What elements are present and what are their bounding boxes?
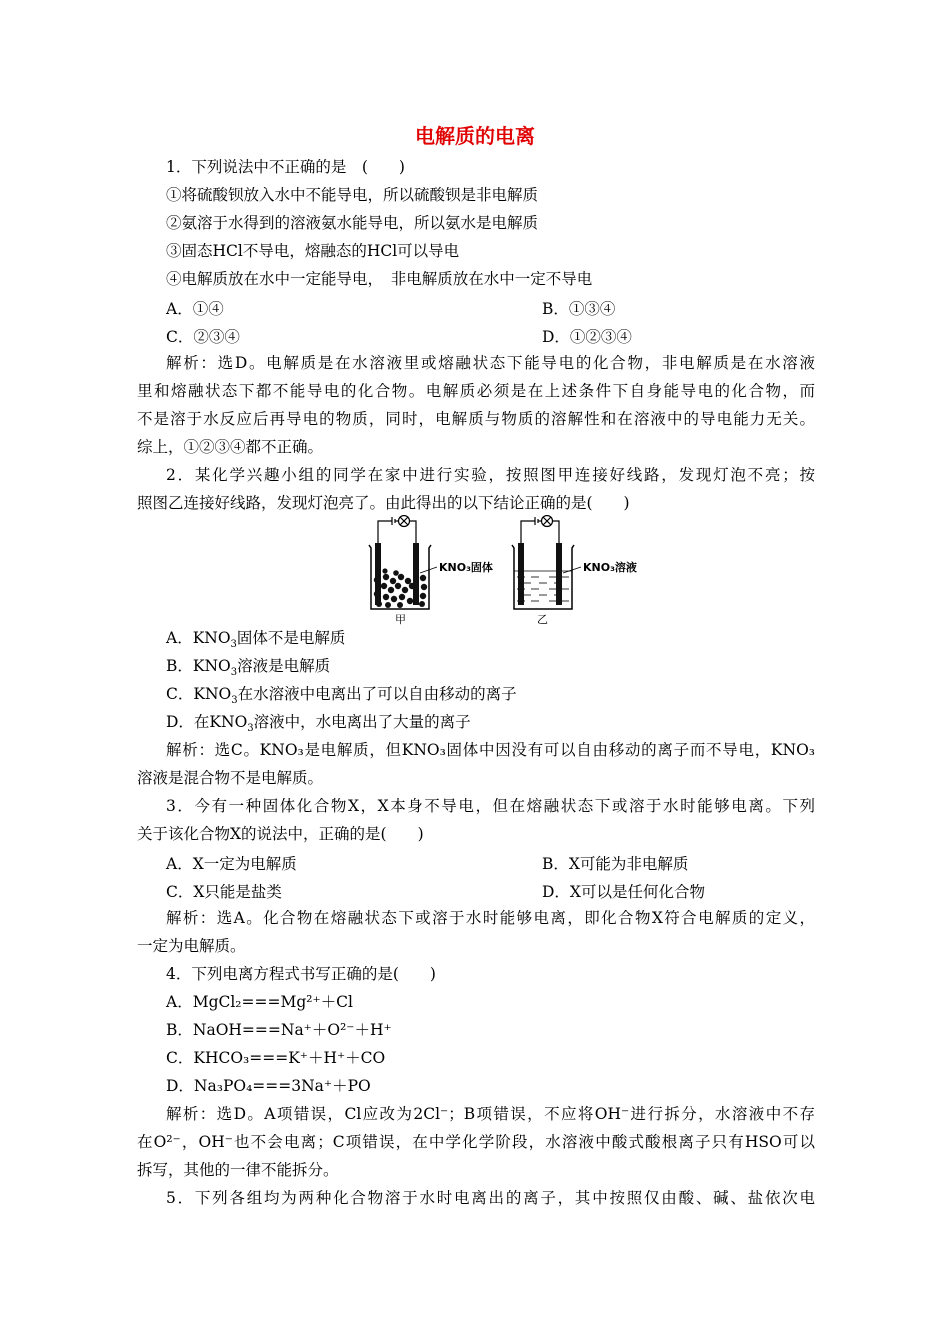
q4-explanation-1: 解析：选D。A项错误，Cl应改为2Cl⁻；B项错误，不应将OH⁻进行拆分，水溶液中不存 bbox=[166, 1105, 815, 1123]
q3-explanation-1: 解析：选A。化合物在熔融状态下或溶于水时能够电离，即化合物X符合电解质的定义， bbox=[166, 909, 815, 927]
page-title: 电解质的电离 bbox=[415, 124, 535, 148]
q1-statement-2: ②氨溶于水得到的溶液氨水能导电，所以氨水是电解质 bbox=[166, 214, 539, 232]
q1-option-b: B．①③④ bbox=[542, 300, 616, 318]
q1-statement-1: ①将硫酸钡放入水中不能导电，所以硫酸钡是非电解质 bbox=[166, 186, 539, 204]
bulb-circuit-right bbox=[521, 516, 559, 544]
beaker-left bbox=[369, 543, 437, 609]
q3-option-a: A．X一定为电解质 bbox=[166, 855, 297, 873]
beaker-right bbox=[512, 543, 581, 609]
q4-option-d: D．Na₃PO₄===3Na⁺＋PO bbox=[166, 1077, 371, 1095]
q1-explanation-1: 解析：选D。电解质是在水溶液里或熔融状态下能导电的化合物，非电解质是在水溶液 bbox=[166, 354, 815, 372]
q3-option-d: D．X可以是任何化合物 bbox=[542, 883, 705, 901]
q2-explanation-2: 溶液是混合物不是电解质。 bbox=[137, 769, 324, 787]
q5-stem-1: 5．下列各组均为两种化合物溶于水时电离出的离子，其中按照仅由酸、碱、盐依次电 bbox=[166, 1189, 815, 1207]
q2-option-a: A．$KNO_3$固体不是电解质 bbox=[166, 629, 346, 651]
q4-option-a: A．MgCl₂===Mg²⁺＋Cl bbox=[166, 993, 353, 1011]
bulb-circuit-left bbox=[378, 516, 416, 544]
q3-option-b: B．X可能为非电解质 bbox=[542, 855, 689, 873]
q1-stem: 1．下列说法中不正确的是 ( ) bbox=[166, 158, 405, 176]
q2-option-c: C．$KNO_3$在水溶液中电离出了可以自由移动的离子 bbox=[166, 685, 517, 707]
q2-stem-1: 2．某化学兴趣小组的同学在家中进行实验，按照图甲连接好线路，发现灯泡不亮；按 bbox=[166, 466, 815, 484]
q3-explanation-2: 一定为电解质。 bbox=[137, 937, 246, 955]
kno3-solid-particles bbox=[374, 568, 427, 608]
q2-stem-2: 照图乙连接好线路，发现灯泡亮了。由此得出的以下结论正确的是( ) bbox=[137, 494, 630, 512]
q2-option-d: D．在$KNO_3$溶液中，水电离出了大量的离子 bbox=[166, 713, 471, 735]
q1-explanation-4: 综上，①②③④都不正确。 bbox=[137, 438, 324, 456]
q1-option-d: D．①②③④ bbox=[542, 328, 632, 346]
figure-right-label: KNO₃溶液 bbox=[583, 561, 637, 574]
q4-explanation-3: 拆写，其他的一律不能拆分。 bbox=[137, 1161, 339, 1179]
q1-statement-4: ④电解质放在水中一定能导电， 非电解质放在水中一定不导电 bbox=[166, 270, 593, 288]
q1-explanation-3: 不是溶于水反应后再导电的物质，同时，电解质与物质的溶解性和在溶液中的导电能力无关。 bbox=[137, 410, 815, 428]
q1-option-c: C．②③④ bbox=[166, 328, 240, 346]
q3-stem-1: 3．今有一种固体化合物X，X本身不导电，但在熔融状态下或溶于水时能够电离。下列 bbox=[166, 797, 815, 815]
figure-right-caption: 乙 bbox=[537, 613, 548, 626]
q1-explanation-2: 里和熔融状态下都不能导电的化合物。电解质必须是在上述条件下自身能导电的化合物，而 bbox=[137, 382, 815, 400]
q1-option-a: A．①④ bbox=[166, 300, 224, 318]
figure-left-label: KNO₃固体 bbox=[439, 561, 493, 574]
q4-option-c: C．KHCO₃===K⁺＋H⁺＋CO bbox=[166, 1049, 386, 1067]
q4-explanation-2: 在O²⁻，OH⁻也不会电离；C项错误，在中学化学阶段，水溶液中酸式酸根离子只有HSO可以 bbox=[137, 1133, 815, 1151]
conductivity-apparatus-figure bbox=[355, 515, 655, 627]
q4-stem: 4．下列电离方程式书写正确的是( ) bbox=[166, 965, 436, 983]
q1-statement-3: ③固态HCl不导电，熔融态的HCl可以导电 bbox=[166, 242, 460, 260]
figure-left-caption: 甲 bbox=[395, 613, 406, 626]
q3-stem-2: 关于该化合物X的说法中，正确的是( ) bbox=[137, 825, 424, 843]
q2-option-b: B．$KNO_3$溶液是电解质 bbox=[166, 657, 331, 679]
q4-option-b: B．NaOH===Na⁺＋O²⁻＋H⁺ bbox=[166, 1021, 392, 1039]
q3-option-c: C．X只能是盐类 bbox=[166, 883, 282, 901]
q2-explanation-1: 解析：选C。KNO₃是电解质，但KNO₃固体中因没有可以自由移动的离子而不导电，KNO₃ bbox=[166, 741, 815, 759]
